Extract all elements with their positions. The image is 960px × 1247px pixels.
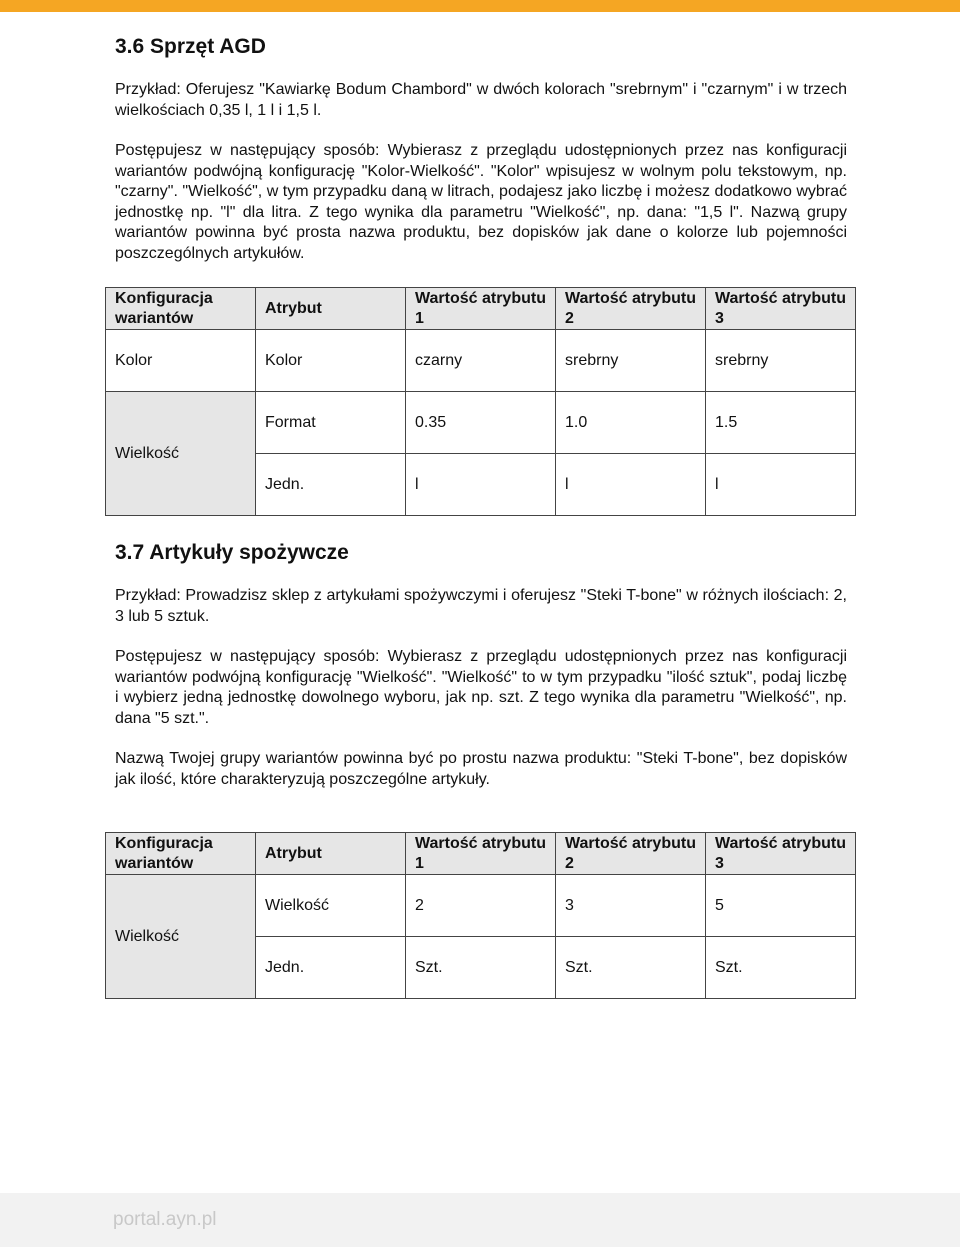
- header-cell: Wartość atrybutu 1: [406, 288, 556, 330]
- table-cell: Format: [256, 392, 406, 454]
- table-cell: l: [406, 454, 556, 516]
- procedure-paragraph: Postępujesz w następujący sposób: Wybierasz z przeglądu udostępnionych przez nas konfiguracji wariantów podwójną konfigurację "Kolor-Wielkość". "Kolor" wpisujesz w wolnym polu tekstowym, np. "czarny". "Wielkość", w tym przypadku daną w litrach, podajesz jako liczbę i możesz dodatkowo wybrać jednostkę np. "l" dla litra. Z tego wynika dla parametru "Wielkość", np. dana: "1,5 l". Nazwą grupy wariantów powinna być prosta nazwa produktu, bez dopisków jak dane o kolorze lub pojemności poszczególnych artykułów.: [115, 142, 847, 262]
- top-accent-bar: [0, 0, 960, 12]
- table-cell: 2: [406, 875, 556, 937]
- header-cell: Wartość atrybutu 3: [706, 288, 856, 330]
- table-cell: Szt.: [706, 937, 856, 999]
- table-cell: l: [706, 454, 856, 516]
- procedure-paragraph: Postępujesz w następujący sposób: Wybierasz z przeglądu udostępnionych przez nas konfiguracji wariantów podwójną konfigurację "Wielkość". "Wielkość" to w tym przypadku "ilość sztuk", podaj liczbę i wybierz jedną jednostkę dowolnego wyboru, jak np. szt. Z tego wynika dla parametru "Wielkość", np. dana "5 szt.".: [115, 648, 847, 727]
- header-cell: Wartość atrybutu 3: [706, 833, 856, 875]
- table-header-row: [106, 833, 856, 875]
- table-cell: czarny: [406, 330, 556, 392]
- table-cell: Kolor: [256, 330, 406, 392]
- table-cell: Szt.: [406, 937, 556, 999]
- section-title-agd: 3.6 Sprzęt AGD: [115, 35, 266, 58]
- section-food: [115, 538, 847, 790]
- row-group-label: Wielkość: [106, 392, 256, 516]
- variant-table-food: [105, 832, 856, 999]
- table-row: [106, 330, 856, 392]
- table-cell: Szt.: [556, 937, 706, 999]
- header-cell: Atrybut: [256, 833, 406, 875]
- table-cell: Jedn.: [256, 454, 406, 516]
- header-cell: Wartość atrybutu 2: [556, 288, 706, 330]
- header-cell: Konfiguracja wariantów: [106, 288, 256, 330]
- table-cell: 3: [556, 875, 706, 937]
- table-cell: srebrny: [556, 330, 706, 392]
- header-cell: Konfiguracja wariantów: [106, 833, 256, 875]
- header-cell: Atrybut: [256, 288, 406, 330]
- table-header-row: [106, 288, 856, 330]
- table-cell: l: [556, 454, 706, 516]
- table-cell: 0.35: [406, 392, 556, 454]
- variant-table-agd: [105, 287, 856, 516]
- table-cell: 1.5: [706, 392, 856, 454]
- example-paragraph: Przykład: Oferujesz "Kawiarkę Bodum Chambord" w dwóch kolorach "srebrnym" i "czarnym" i w trzech wielkościach 0,35 l, 1 l i 1,5 l.: [115, 81, 847, 119]
- example-paragraph: Przykład: Prowadzisz sklep z artykułami spożywczymi i oferujesz "Steki T-bone" w różnych ilościach: 2, 3 lub 5 sztuk.: [115, 587, 847, 625]
- table-cell: 5: [706, 875, 856, 937]
- header-cell: Wartość atrybutu 1: [406, 833, 556, 875]
- header-cell: Wartość atrybutu 2: [556, 833, 706, 875]
- table-cell: Kolor: [106, 330, 256, 392]
- table-cell: srebrny: [706, 330, 856, 392]
- table-row: [106, 875, 856, 937]
- table-cell: Jedn.: [256, 937, 406, 999]
- table-cell: Wielkość: [256, 875, 406, 937]
- footer-site-name: portal.ayn.pl: [113, 1209, 217, 1230]
- table-cell: 1.0: [556, 392, 706, 454]
- section-agd: [115, 30, 847, 264]
- row-group-label: Wielkość: [106, 875, 256, 999]
- table-row: [106, 392, 856, 454]
- section-title-food: 3.7 Artykuły spożywcze: [115, 541, 349, 564]
- naming-paragraph: Nazwą Twojej grupy wariantów powinna być po prostu nazwa produktu: "Steki T-bone", bez dopisków jak ilość, które charakteryzują poszczególne artykuły.: [115, 750, 847, 788]
